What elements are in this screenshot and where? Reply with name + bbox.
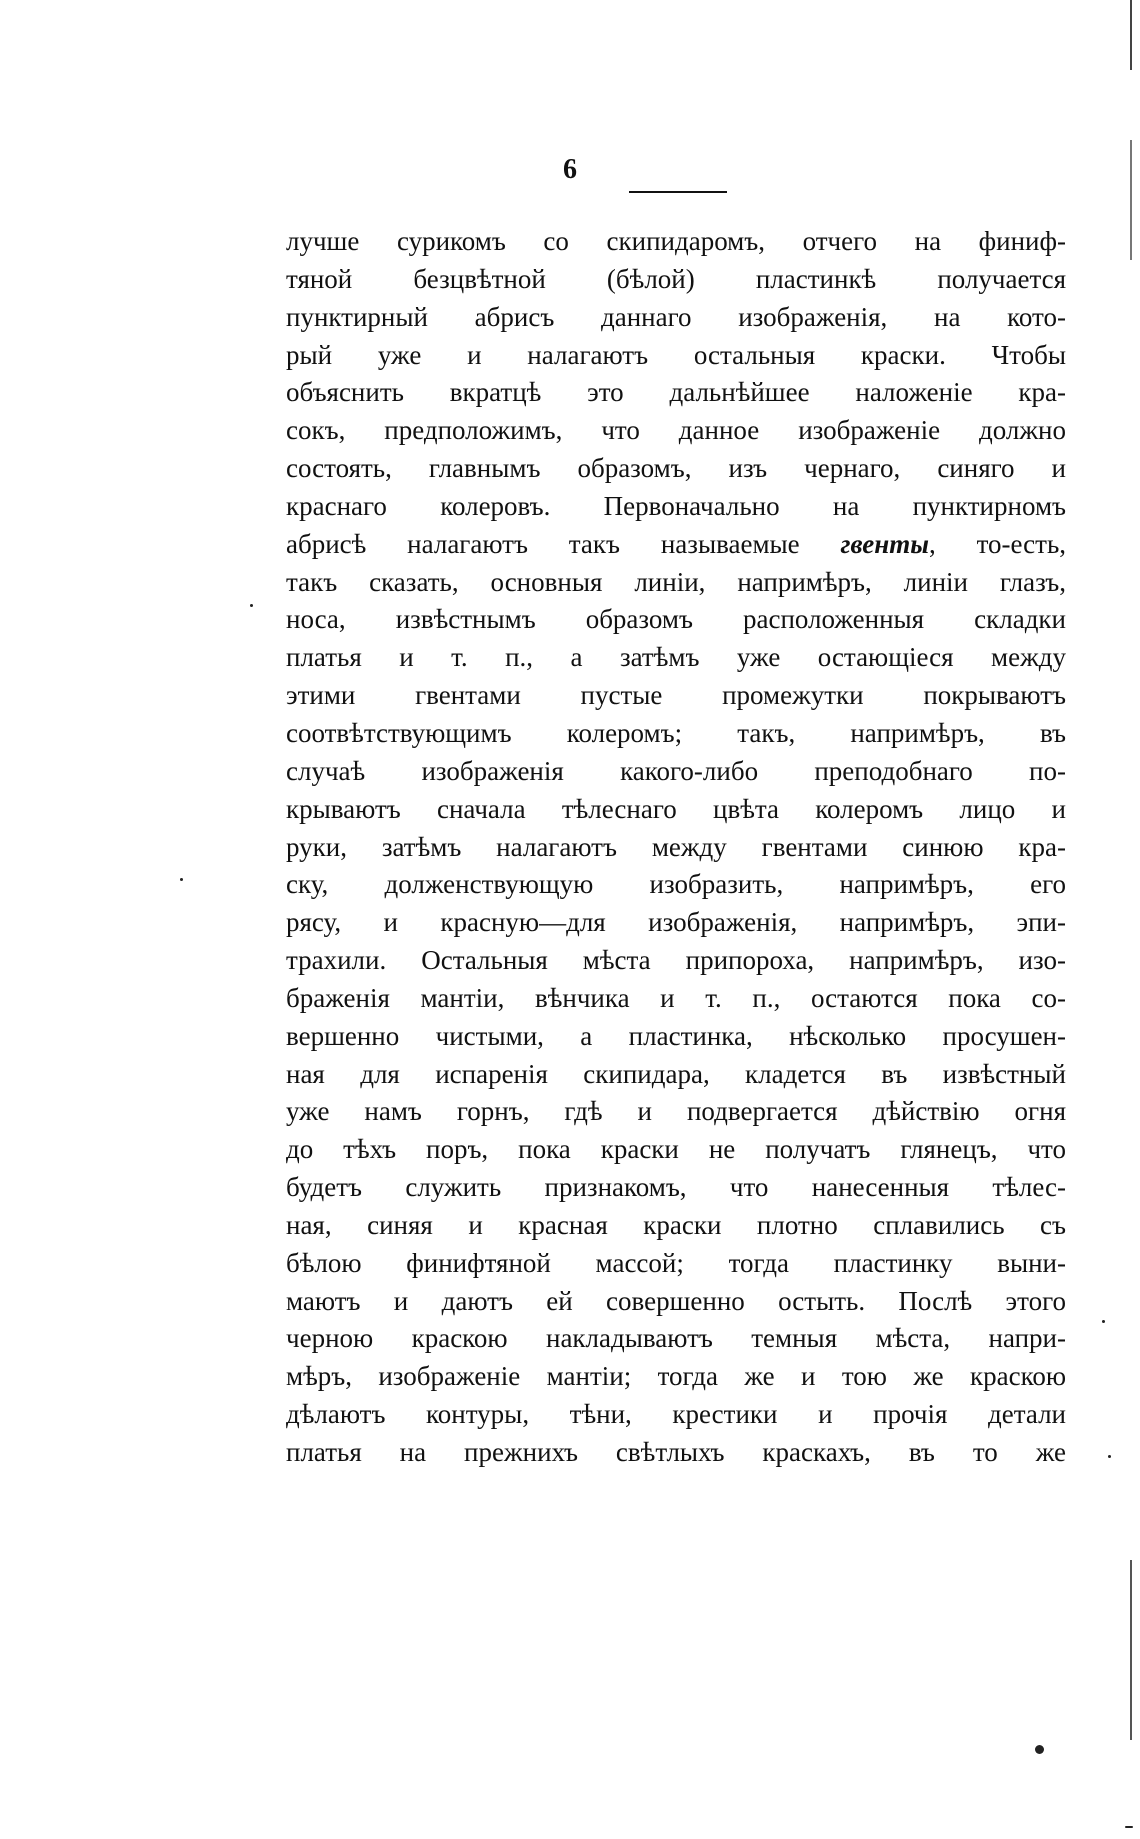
text-line: ная, синяя и красная краски плотно сплавились съ xyxy=(286,1209,1066,1240)
text-line: лучше сурикомъ со скипидаромъ, отчего на финиф- xyxy=(286,226,1066,256)
text-line: сокъ, предположимъ, что данное изображеніе должно xyxy=(286,415,1066,446)
text-line: маютъ и даютъ ей совершенно остыть. Послѣ этого xyxy=(286,1285,1066,1316)
text-line: руки, затѣмъ налагаютъ между гвентами синюю кра- xyxy=(286,831,1066,862)
page-number: 6 xyxy=(563,154,577,185)
text-line: уже намъ горнъ, гдѣ и подвергается дѣйствію огня xyxy=(286,1096,1066,1127)
ink-speck xyxy=(180,878,183,881)
ink-speck xyxy=(1035,1745,1044,1754)
text-line-with-emphasis xyxy=(286,526,1066,564)
text-line: ску, долженствующую изобразить, напримѣръ, его xyxy=(286,869,1066,900)
text-line: объяснить вкратцѣ это дальнѣйшее наложеніе кра- xyxy=(286,377,1066,408)
text-line: трахили. Остальныя мѣста припороха, напримѣръ, изо- xyxy=(286,945,1066,976)
text-line: тяной безцвѣтной (бѣлой) пластинкѣ получается xyxy=(286,263,1066,294)
text-line: до тѣхъ поръ, пока краски не получатъ глянецъ, что xyxy=(286,1134,1066,1165)
text-line: браженія мантіи, вѣнчика и т. п., остаются пока со- xyxy=(286,982,1066,1013)
page-edge-mark xyxy=(1130,140,1132,260)
text-line-head: абрисѣ налагаютъ такъ называемые xyxy=(286,528,841,559)
page-edge-mark xyxy=(1130,0,1132,70)
ink-speck xyxy=(1108,1455,1111,1458)
page-edge-mark xyxy=(1130,1560,1132,1740)
text-line: такъ сказать, основныя линіи, напримѣръ, линіи глазъ, xyxy=(286,566,1066,597)
text-line: пунктирный абрисъ даннаго изображенія, на кото- xyxy=(286,301,1066,332)
ink-speck xyxy=(250,604,253,607)
text-line: этими гвентами пустые промежутки покрываютъ xyxy=(286,680,1066,711)
text-line: черною краскою накладываютъ темныя мѣста, напри- xyxy=(286,1323,1066,1354)
text-line-tail: , то-есть, xyxy=(928,528,1066,559)
text-line: мѣръ, изображеніе мантіи; тогда же и тою же краскою xyxy=(286,1361,1066,1392)
text-line: платья и т. п., а затѣмъ уже остающіеся между xyxy=(286,642,1066,673)
text-line: краснаго колеровъ. Первоначально на пунктирномъ xyxy=(286,490,1066,521)
text-line: рясу, и красную—для изображенія, напримѣръ, эпи- xyxy=(286,907,1066,938)
text-line: дѣлаютъ контуры, тѣни, крестики и прочія детали xyxy=(286,1399,1066,1430)
text-line: ная для испаренія скипидара, кладется въ извѣстный xyxy=(286,1058,1066,1089)
page-number-rule xyxy=(629,191,727,193)
ink-speck xyxy=(1102,1320,1105,1323)
text-line: платья на прежнихъ свѣтлыхъ краскахъ, въ то же xyxy=(286,1437,1066,1467)
text-line: рый уже и налагаютъ остальныя краски. Чтобы xyxy=(286,339,1066,370)
text-line: соотвѣтствующимъ колеромъ; такъ, напримѣръ, въ xyxy=(286,717,1066,748)
emphasized-term: гвенты xyxy=(840,528,929,559)
text-line: крываютъ сначала тѣлеснаго цвѣта колеромъ лицо и xyxy=(286,793,1066,824)
text-line: носа, извѣстнымъ образомъ расположенныя складки xyxy=(286,604,1066,635)
text-line: бѣлою финифтяной массой; тогда пластинку выни- xyxy=(286,1247,1066,1278)
text-line: случаѣ изображенія какого-либо преподобнаго по- xyxy=(286,755,1066,786)
ink-speck xyxy=(1125,1826,1133,1828)
text-line: состоять, главнымъ образомъ, изъ чернаго, синяго и xyxy=(286,453,1066,484)
body-text xyxy=(286,223,1066,1472)
text-line: вершенно чистыми, а пластинка, нѣсколько просушен- xyxy=(286,1020,1066,1051)
text-line: будетъ служить признакомъ, что нанесенныя тѣлес- xyxy=(286,1172,1066,1203)
